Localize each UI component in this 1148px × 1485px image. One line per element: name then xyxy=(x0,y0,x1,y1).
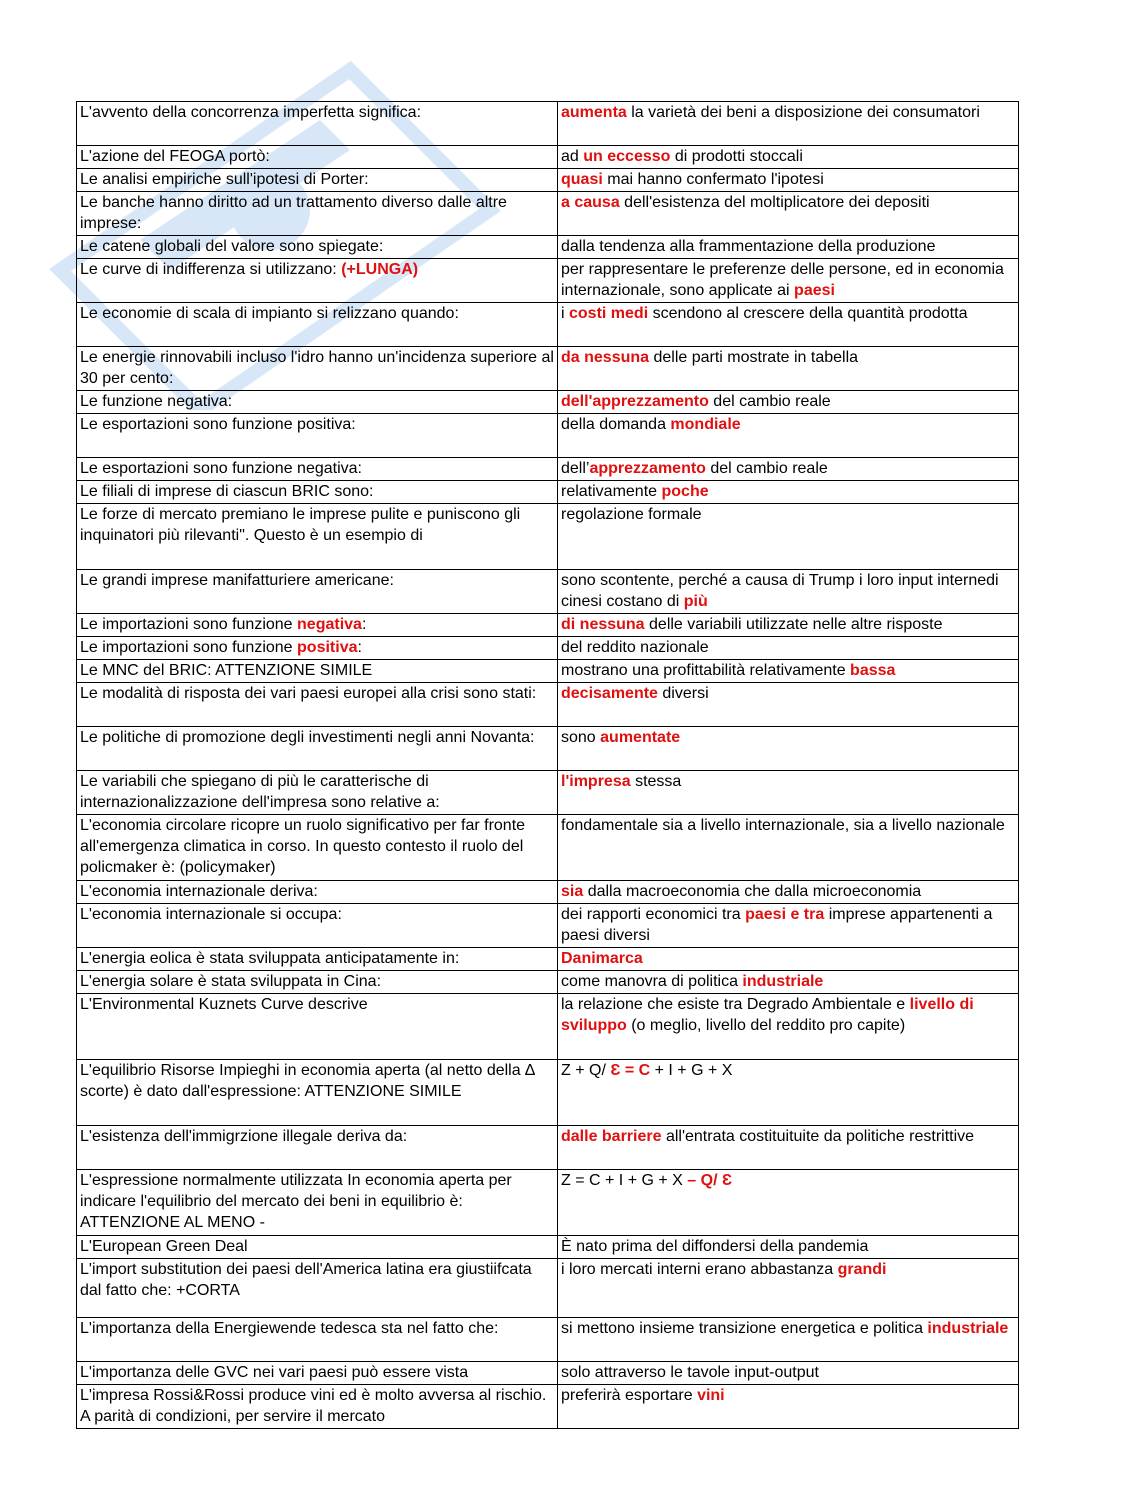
cell-text: È nato prima del diffondersi della pandemia xyxy=(561,1238,869,1255)
cell-text: Le energie rinnovabili incluso l'idro hanno un'incidenza superiore al 30 per cento: xyxy=(80,349,554,387)
highlighted-text: positiva xyxy=(297,639,358,656)
cell-text: i xyxy=(561,305,569,322)
highlighted-text: vini xyxy=(697,1387,725,1404)
table-row xyxy=(77,236,1019,259)
answer-cell xyxy=(558,948,1019,971)
answer-cell xyxy=(558,614,1019,637)
table-row xyxy=(77,347,1019,391)
table-row xyxy=(77,815,1019,881)
highlighted-text: un eccesso xyxy=(583,148,671,165)
answer-cell xyxy=(558,347,1019,391)
table-row xyxy=(77,660,1019,683)
cell-text: L'energia eolica è stata sviluppata anticipatamente in: xyxy=(80,950,460,967)
cell-text: i loro mercati interni erano abbastanza xyxy=(561,1261,838,1278)
answer-cell xyxy=(558,259,1019,303)
table-row xyxy=(77,146,1019,169)
cell-text: L'importanza della Energiewende tedesca sta nel fatto che: xyxy=(80,1320,499,1337)
answer-cell xyxy=(558,102,1019,146)
answer-cell xyxy=(558,771,1019,815)
question-cell xyxy=(77,481,558,504)
answer-cell xyxy=(558,727,1019,771)
question-cell xyxy=(77,637,558,660)
cell-text: preferirà esportare xyxy=(561,1387,698,1404)
table-row xyxy=(77,771,1019,815)
question-cell xyxy=(77,727,558,771)
cell-text: Z = C + I + G + X xyxy=(561,1172,688,1189)
table-row xyxy=(77,1385,1019,1429)
cell-text: (o meglio, livello del reddito pro capite) xyxy=(626,1017,906,1034)
answer-cell xyxy=(558,146,1019,169)
answer-cell xyxy=(558,303,1019,347)
table-row xyxy=(77,391,1019,414)
answer-cell xyxy=(558,1259,1019,1318)
highlighted-text: da nessuna xyxy=(561,349,650,366)
highlighted-text: sia xyxy=(561,883,584,900)
answer-cell xyxy=(558,192,1019,236)
question-cell xyxy=(77,192,558,236)
highlighted-text: industriale xyxy=(927,1320,1009,1337)
table-row xyxy=(77,637,1019,660)
answer-cell xyxy=(558,815,1019,881)
cell-text: del cambio reale xyxy=(708,393,831,410)
cell-text: delle variabili utilizzate nelle altre risposte xyxy=(644,616,943,633)
cell-text: sono xyxy=(561,729,601,746)
cell-text: regolazione formale xyxy=(561,506,702,523)
cell-text: Le variabili che spiegano di più le caratterische di internazionalizzazione dell'impresa sono relative a: xyxy=(80,773,440,811)
cell-text: L'avvento della concorrenza imperfetta significa: xyxy=(80,104,422,121)
cell-text: Le esportazioni sono funzione negativa: xyxy=(80,460,362,477)
cell-text: dell’ xyxy=(561,460,590,477)
answer-cell xyxy=(558,1060,1019,1126)
answer-cell xyxy=(558,414,1019,458)
cell-text: della domanda xyxy=(561,416,671,433)
highlighted-text: (+LUNGA) xyxy=(341,261,419,278)
highlighted-text: costi medi xyxy=(569,305,649,322)
cell-text: ad xyxy=(561,148,584,165)
highlighted-text: Ɛ = C xyxy=(610,1062,651,1079)
highlighted-text: paesi xyxy=(794,282,835,299)
answer-cell xyxy=(558,458,1019,481)
answer-cell xyxy=(558,1318,1019,1362)
table-row xyxy=(77,971,1019,994)
cell-text: solo attraverso le tavole input-output xyxy=(561,1364,819,1381)
table-row xyxy=(77,683,1019,727)
answer-cell xyxy=(558,971,1019,994)
cell-text: sono scontente, perché a causa di Trump i loro input internedi cinesi costano di xyxy=(561,572,999,610)
question-cell xyxy=(77,904,558,948)
cell-text: Le modalità di risposta dei vari paesi europei alla crisi sono stati: xyxy=(80,685,537,702)
highlighted-text: Danimarca xyxy=(561,950,643,967)
answer-cell xyxy=(558,1170,1019,1236)
highlighted-text: apprezzamento xyxy=(589,460,706,477)
cell-text: Z + Q/ xyxy=(561,1062,611,1079)
highlighted-text: mondiale xyxy=(670,416,741,433)
cell-text: all'entrata costituituite da politiche restrittive xyxy=(661,1128,975,1145)
table-row xyxy=(77,303,1019,347)
question-cell xyxy=(77,881,558,904)
cell-text: L'impresa Rossi&Rossi produce vini ed è molto avversa al rischio. A parità di condizioni, per servire il mercato xyxy=(80,1387,547,1425)
cell-text: L'espressione normalmente utilizzata In economia aperta per indicare l'equilibrio del mercato dei beni in equilibrio è: ATTENZIONE AL MENO - xyxy=(80,1172,512,1231)
question-cell xyxy=(77,259,558,303)
cell-text: L'esistenza dell'immigrzione illegale deriva da: xyxy=(80,1128,408,1145)
cell-text: L'economia internazionale si occupa: xyxy=(80,906,342,923)
cell-text: Le esportazioni sono funzione positiva: xyxy=(80,416,356,433)
cell-text: per rappresentare le preferenze delle persone, ed in economia internazionale, sono applicate ai xyxy=(561,261,1004,299)
cell-text: Le funzione negativa: xyxy=(80,393,233,410)
table-row xyxy=(77,727,1019,771)
answer-cell xyxy=(558,481,1019,504)
highlighted-text: bassa xyxy=(850,662,896,679)
question-cell xyxy=(77,1236,558,1259)
cell-text: del reddito nazionale xyxy=(561,639,709,656)
cell-text: Le forze di mercato premiano le imprese pulite e puniscono gli inquinatori più rilevanti". Questo è un esempio di xyxy=(80,506,521,544)
cell-text: dei rapporti economici tra xyxy=(561,906,746,923)
cell-text: scendono al crescere della quantità prodotta xyxy=(648,305,968,322)
question-cell xyxy=(77,660,558,683)
question-cell xyxy=(77,102,558,146)
cell-text: L'energia solare è stata sviluppata in Cina: xyxy=(80,973,382,990)
highlighted-text: – Q/ Ɛ xyxy=(687,1172,732,1189)
cell-text: delle parti mostrate in tabella xyxy=(649,349,859,366)
cell-text: Le filiali di imprese di ciascun BRIC sono: xyxy=(80,483,374,500)
answer-cell xyxy=(558,660,1019,683)
cell-text: L'azione del FEOGA portò: xyxy=(80,148,270,165)
table-row xyxy=(77,192,1019,236)
cell-text: + I + G + X xyxy=(650,1062,733,1079)
cell-text: Le grandi imprese manifatturiere americane: xyxy=(80,572,394,589)
cell-text: mai hanno confermato l'ipotesi xyxy=(602,171,824,188)
cell-text: L'European Green Deal xyxy=(80,1238,248,1255)
highlighted-text: aumenta xyxy=(561,104,627,121)
question-cell xyxy=(77,1259,558,1318)
answer-cell xyxy=(558,236,1019,259)
cell-text: L'equilibrio Risorse Impieghi in economia aperta (al netto della ∆ scorte) è dato dall'espressione: ATTENZIONE SIMILE xyxy=(80,1062,535,1100)
table-row xyxy=(77,259,1019,303)
cell-text: la relazione che esiste tra Degrado Ambientale e xyxy=(561,996,910,1013)
answer-cell xyxy=(558,1126,1019,1170)
question-cell xyxy=(77,303,558,347)
question-cell xyxy=(77,1060,558,1126)
table-row xyxy=(77,570,1019,614)
table-row xyxy=(77,948,1019,971)
question-cell xyxy=(77,771,558,815)
table-row xyxy=(77,1060,1019,1126)
question-cell xyxy=(77,1362,558,1385)
highlighted-text: dalle barriere xyxy=(561,1128,662,1145)
table-row xyxy=(77,1318,1019,1362)
question-cell xyxy=(77,391,558,414)
answer-cell xyxy=(558,1362,1019,1385)
table-row xyxy=(77,414,1019,458)
answer-cell xyxy=(558,881,1019,904)
qa-table xyxy=(76,101,1019,1429)
cell-text: come manovra di politica xyxy=(561,973,743,990)
question-cell xyxy=(77,169,558,192)
question-cell xyxy=(77,683,558,727)
cell-text: relativamente xyxy=(561,483,662,500)
cell-text: Le importazioni sono funzione xyxy=(80,639,298,656)
highlighted-text: paesi e tra xyxy=(745,906,825,923)
highlighted-text: grandi xyxy=(837,1261,887,1278)
cell-text: L'economia internazionale deriva: xyxy=(80,883,318,900)
question-cell xyxy=(77,1126,558,1170)
cell-text: di prodotti stoccali xyxy=(670,148,803,165)
cell-text: L'economia circolare ricopre un ruolo significativo per far fronte all'emergenza climatica in corso. In questo contesto il ruolo del policmaker è: (policymaker) xyxy=(80,817,526,876)
highlighted-text: l'impresa xyxy=(561,773,631,790)
answer-cell xyxy=(558,1385,1019,1429)
answer-cell xyxy=(558,683,1019,727)
cell-text: dalla macroeconomia che dalla microeconomia xyxy=(583,883,922,900)
table-row xyxy=(77,614,1019,637)
question-cell xyxy=(77,614,558,637)
highlighted-text: aumentate xyxy=(600,729,681,746)
cell-text: L'importanza delle GVC nei vari paesi può essere vista xyxy=(80,1364,469,1381)
cell-text: Le analisi empiriche sull'ipotesi di Porter: xyxy=(80,171,369,188)
cell-text: imprese appartenenti a paesi diversi xyxy=(561,906,993,944)
table-row xyxy=(77,994,1019,1060)
highlighted-text: industriale xyxy=(742,973,824,990)
cell-text: stessa xyxy=(630,773,682,790)
answer-cell xyxy=(558,994,1019,1060)
cell-text: fondamentale sia a livello internazionale, sia a livello nazionale xyxy=(561,817,1005,834)
cell-text: diversi xyxy=(657,685,709,702)
table-row xyxy=(77,169,1019,192)
question-cell xyxy=(77,1318,558,1362)
table-row xyxy=(77,504,1019,570)
cell-text: Le MNC del BRIC: ATTENZIONE SIMILE xyxy=(80,662,373,679)
table-row xyxy=(77,102,1019,146)
highlighted-text: quasi xyxy=(561,171,603,188)
table-row xyxy=(77,1236,1019,1259)
question-cell xyxy=(77,347,558,391)
cell-text: L'Environmental Kuznets Curve descrive xyxy=(80,996,368,1013)
cell-text: dell'esistenza del moltiplicatore dei depositi xyxy=(619,194,930,211)
cell-text: Le politiche di promozione degli investimenti negli anni Novanta: xyxy=(80,729,535,746)
table-row xyxy=(77,881,1019,904)
question-cell xyxy=(77,414,558,458)
answer-cell xyxy=(558,570,1019,614)
answer-cell xyxy=(558,637,1019,660)
cell-text: si mettono insieme transizione energetica e politica xyxy=(561,1320,928,1337)
answer-cell xyxy=(558,904,1019,948)
answer-cell xyxy=(558,169,1019,192)
table-row xyxy=(77,1362,1019,1385)
question-cell xyxy=(77,146,558,169)
answer-cell xyxy=(558,391,1019,414)
cell-text: dalla tendenza alla frammentazione della produzione xyxy=(561,238,936,255)
highlighted-text: più xyxy=(683,593,708,610)
question-cell xyxy=(77,1385,558,1429)
cell-text: Le banche hanno diritto ad un trattamento diverso dalle altre imprese: xyxy=(80,194,507,232)
table-row xyxy=(77,1259,1019,1318)
highlighted-text: poche xyxy=(661,483,709,500)
table-row xyxy=(77,1126,1019,1170)
question-cell xyxy=(77,504,558,570)
cell-text: Le catene globali del valore sono spiegate: xyxy=(80,238,384,255)
question-cell xyxy=(77,1170,558,1236)
question-cell xyxy=(77,948,558,971)
table-row xyxy=(77,904,1019,948)
cell-text: Le importazioni sono funzione xyxy=(80,616,298,633)
cell-text: del cambio reale xyxy=(705,460,828,477)
highlighted-text: dell'apprezzamento xyxy=(561,393,709,410)
highlighted-text: decisamente xyxy=(561,685,658,702)
table-row xyxy=(77,1170,1019,1236)
question-cell xyxy=(77,570,558,614)
table-row xyxy=(77,458,1019,481)
question-cell xyxy=(77,971,558,994)
cell-text: : xyxy=(357,639,362,656)
cell-text: Le curve di indifferenza si utilizzano: xyxy=(80,261,342,278)
highlighted-text: negativa xyxy=(297,616,362,633)
question-cell xyxy=(77,458,558,481)
answer-cell xyxy=(558,1236,1019,1259)
question-cell xyxy=(77,236,558,259)
cell-text: Le economie di scala di impianto si relizzano quando: xyxy=(80,305,459,322)
cell-text: la varietà dei beni a disposizione dei consumatori xyxy=(626,104,980,121)
cell-text: L'import substitution dei paesi dell'America latina era giustiifcata dal fatto che: +CORTA xyxy=(80,1261,532,1299)
question-cell xyxy=(77,815,558,881)
table-row xyxy=(77,481,1019,504)
cell-text: : xyxy=(361,616,367,633)
cell-text: mostrano una profittabilità relativamente xyxy=(561,662,851,679)
highlighted-text: livello di sviluppo xyxy=(561,996,974,1034)
question-cell xyxy=(77,994,558,1060)
answer-cell xyxy=(558,504,1019,570)
highlighted-text: a causa xyxy=(561,194,620,211)
highlighted-text: di nessuna xyxy=(561,616,645,633)
